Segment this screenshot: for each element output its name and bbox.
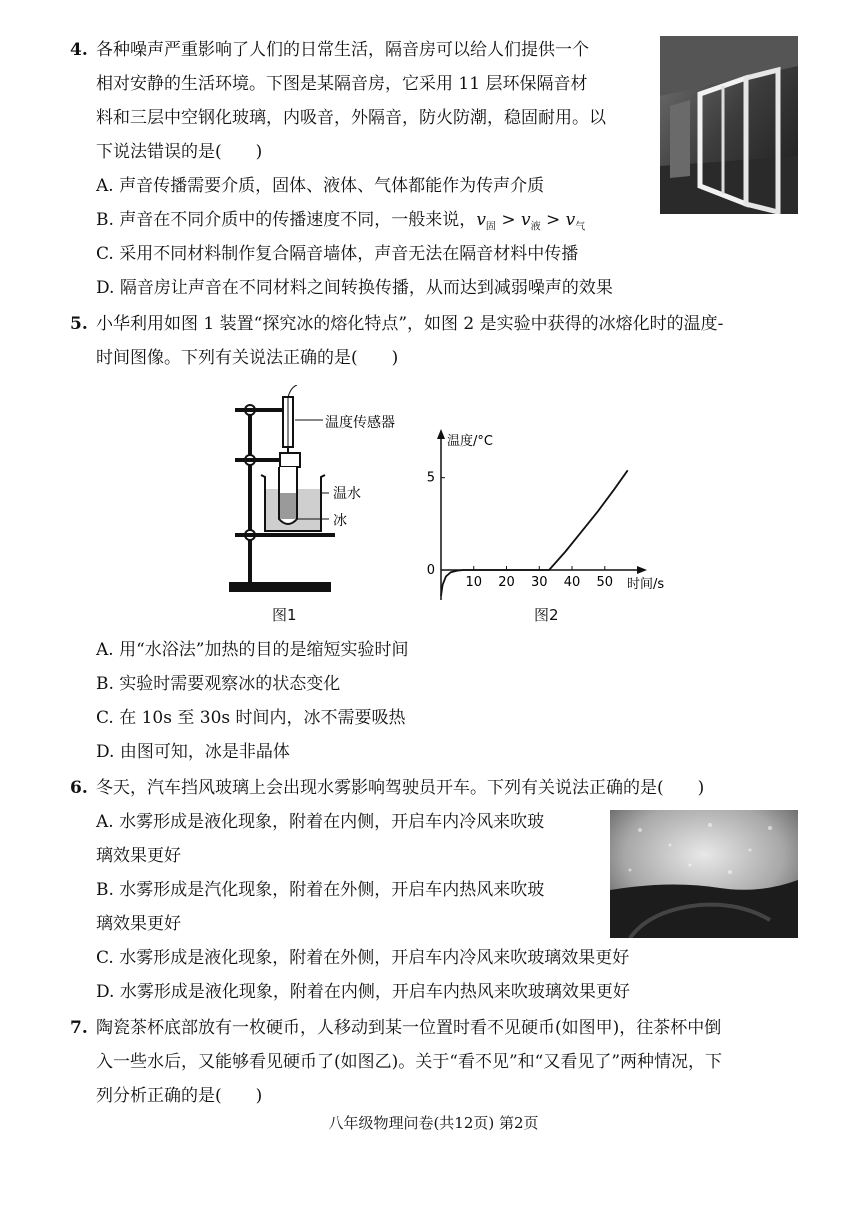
question-5-number: 5. xyxy=(70,314,88,334)
y-tick-label: 5 xyxy=(426,470,435,486)
question-4-option-d[interactable]: D. 隔音房让声音在不同材料之间转换传播，从而达到减弱噪声的效果 xyxy=(96,278,613,298)
warm-water-label: 温水 xyxy=(333,486,361,502)
y-tick-label: 0 xyxy=(426,563,435,578)
page-footer: 八年级物理问卷(共12页) 第2页 xyxy=(328,1114,539,1132)
question-4-stem-line-1: 各种噪声严重影响了人们的日常生活，隔音房可以给人们提供一个 xyxy=(96,40,589,60)
x-tick-label: 10 xyxy=(465,575,483,590)
x-tick-label: 30 xyxy=(531,575,548,590)
x-tick-label: 40 xyxy=(563,575,581,590)
figure-1-caption: 图1 xyxy=(272,606,297,624)
question-4-option-b[interactable] xyxy=(96,208,585,239)
velocity-symbol: v xyxy=(565,210,576,230)
option-b-text: B. 声音在不同介质中的传播速度不同，一般来说， xyxy=(96,210,477,230)
x-tick-label: 20 xyxy=(498,575,515,590)
soundproof-room-photo xyxy=(660,36,798,214)
question-6-option-c[interactable]: C. 水雾形成是液化现象，附着在外侧，开启车内冷风来吹玻璃效果更好 xyxy=(96,948,630,968)
x-axis-label: 时间/s xyxy=(627,577,665,592)
foggy-windshield-photo xyxy=(610,810,798,938)
question-7-stem-line-1: 陶瓷茶杯底部放有一枚硬币，人移动到某一位置时看不见硬币(如图甲)，往茶杯中倒 xyxy=(96,1018,722,1038)
question-5-stem-line-2: 时间图像。下列有关说法正确的是( ) xyxy=(96,348,399,368)
velocity-symbol: v xyxy=(520,210,531,230)
question-4-option-a[interactable]: A. 声音传播需要介质，固体、液体、气体都能作为传声介质 xyxy=(96,176,545,196)
question-4-stem-line-4: 下说法错误的是( ) xyxy=(96,142,263,162)
question-4-number: 4. xyxy=(70,40,88,60)
x-tick-label: 50 xyxy=(596,575,614,590)
y-axis-label: 温度/°C xyxy=(447,434,493,449)
question-6-option-b[interactable]: B. 水雾形成是汽化现象，附着在外侧，开启车内热风来吹玻 xyxy=(96,880,545,900)
question-4-option-c[interactable]: C. 采用不同材料制作复合隔音墙体，声音无法在隔音材料中传播 xyxy=(96,244,579,264)
question-5-option-a[interactable]: A. 用“水浴法”加热的目的是缩短实验时间 xyxy=(96,640,409,660)
question-6-option-d[interactable]: D. 水雾形成是液化现象，附着在内侧，开启车内热风来吹玻璃效果更好 xyxy=(96,982,630,1002)
ice-label: 冰 xyxy=(333,513,347,529)
question-7-stem-line-3: 列分析正确的是( ) xyxy=(96,1086,263,1106)
temperature-time-chart xyxy=(415,425,670,605)
question-4-stem-line-2: 相对安静的生活环境。下图是某隔音房，它采用 11 层环保隔音材 xyxy=(96,74,588,94)
question-5-stem-line-1: 小华利用如图 1 装置“探究冰的熔化特点”，如图 2 是实验中获得的冰熔化时的温度- xyxy=(96,314,724,334)
velocity-subscript: 液 xyxy=(530,221,541,233)
question-6-option-a-continued: 璃效果更好 xyxy=(96,846,181,866)
question-5-option-d[interactable]: D. 由图可知，冰是非晶体 xyxy=(96,742,290,762)
x-axis-arrow xyxy=(637,566,647,574)
ice-melting-apparatus-figure xyxy=(225,385,425,600)
temperature-sensor-label: 温度传感器 xyxy=(325,415,395,431)
question-6-option-b-continued: 璃效果更好 xyxy=(96,914,181,934)
question-5-option-c[interactable]: C. 在 10s 至 30s 时间内，冰不需要吸热 xyxy=(96,708,406,728)
velocity-subscript: 固 xyxy=(485,221,496,233)
y-axis-arrow xyxy=(437,429,445,439)
greater-than-sign: > xyxy=(540,210,566,230)
velocity-symbol: v xyxy=(476,210,486,230)
question-4-stem-line-3: 料和三层中空钢化玻璃，内吸音，外隔音，防火防潮，稳固耐用。以 xyxy=(96,108,606,128)
greater-than-sign: > xyxy=(495,210,521,230)
question-7-stem-line-2: 入一些水后，又能够看见硬币了(如图乙)。关于“看不见”和“又看见了”两种情况，下 xyxy=(96,1052,723,1072)
question-7-number: 7. xyxy=(70,1018,88,1038)
velocity-subscript: 气 xyxy=(575,221,586,233)
figure-2-caption: 图2 xyxy=(534,606,559,624)
question-6-option-a[interactable]: A. 水雾形成是液化现象，附着在内侧，开启车内冷风来吹玻 xyxy=(96,812,545,832)
question-6-stem: 冬天，汽车挡风玻璃上会出现水雾影响驾驶员开车。下列有关说法正确的是( ) xyxy=(96,778,705,798)
question-5-option-b[interactable]: B. 实验时需要观察冰的状态变化 xyxy=(96,674,341,694)
question-6-number: 6. xyxy=(70,778,88,798)
